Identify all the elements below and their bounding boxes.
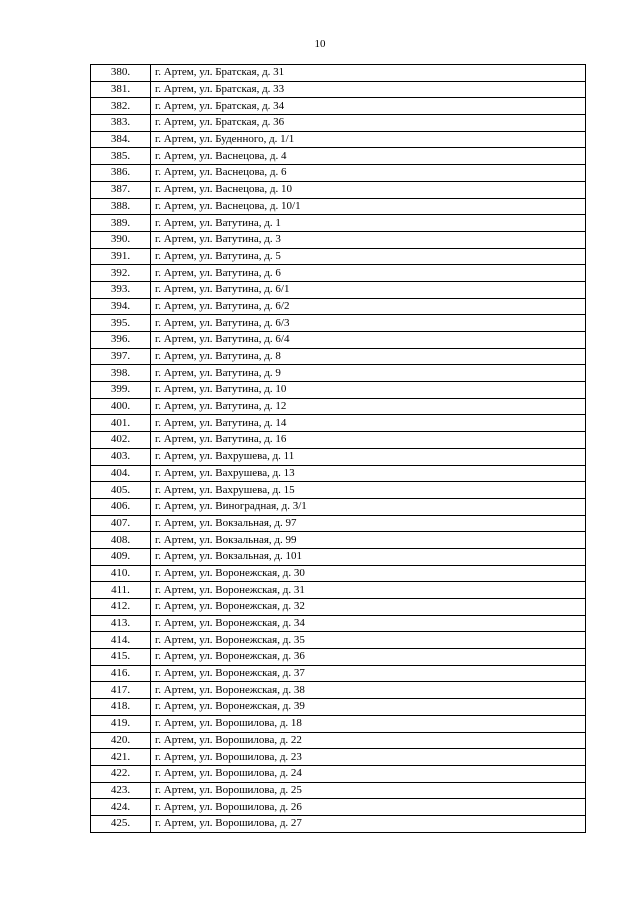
row-number-cell: 405. [91, 482, 151, 499]
table-row [91, 799, 586, 816]
address-cell: г. Артем, ул. Воронежская, д. 32 [151, 599, 586, 616]
address-cell: г. Артем, ул. Ватутина, д. 6/1 [151, 281, 586, 298]
row-number-cell: 382. [91, 98, 151, 115]
table-row [91, 448, 586, 465]
row-number-cell: 407. [91, 515, 151, 532]
address-cell: г. Артем, ул. Ватутина, д. 6/2 [151, 298, 586, 315]
table-row [91, 298, 586, 315]
address-cell: г. Артем, ул. Ворошилова, д. 26 [151, 799, 586, 816]
row-number-cell: 414. [91, 632, 151, 649]
row-number-cell: 384. [91, 131, 151, 148]
row-number-cell: 394. [91, 298, 151, 315]
address-cell: г. Артем, ул. Ватутина, д. 6/3 [151, 315, 586, 332]
table-row [91, 749, 586, 766]
row-number-cell: 419. [91, 715, 151, 732]
address-cell: г. Артем, ул. Ватутина, д. 6 [151, 265, 586, 282]
table-row [91, 765, 586, 782]
page-number: 10 [314, 38, 326, 50]
table-row [91, 565, 586, 582]
row-number-cell: 397. [91, 348, 151, 365]
address-cell: г. Артем, ул. Васнецова, д. 6 [151, 165, 586, 182]
address-cell: г. Артем, ул. Ватутина, д. 12 [151, 398, 586, 415]
address-cell: г. Артем, ул. Вахрушева, д. 11 [151, 448, 586, 465]
table-row [91, 682, 586, 699]
row-number-cell: 423. [91, 782, 151, 799]
table-row [91, 231, 586, 248]
table-row [91, 715, 586, 732]
row-number-cell: 399. [91, 382, 151, 399]
row-number-cell: 390. [91, 231, 151, 248]
address-cell: г. Артем, ул. Ворошилова, д. 22 [151, 732, 586, 749]
table-row [91, 649, 586, 666]
address-table-body [91, 65, 586, 833]
table-row [91, 382, 586, 399]
row-number-cell: 413. [91, 615, 151, 632]
address-cell: г. Артем, ул. Васнецова, д. 4 [151, 148, 586, 165]
row-number-cell: 412. [91, 599, 151, 616]
row-number-cell: 402. [91, 432, 151, 449]
row-number-cell: 383. [91, 115, 151, 132]
address-cell: г. Артем, ул. Ватутина, д. 10 [151, 382, 586, 399]
row-number-cell: 403. [91, 448, 151, 465]
row-number-cell: 417. [91, 682, 151, 699]
table-row [91, 198, 586, 215]
address-cell: г. Артем, ул. Воронежская, д. 38 [151, 682, 586, 699]
table-row [91, 532, 586, 549]
row-number-cell: 393. [91, 281, 151, 298]
row-number-cell: 418. [91, 699, 151, 716]
table-row [91, 81, 586, 98]
address-cell: г. Артем, ул. Ватутина, д. 9 [151, 365, 586, 382]
address-cell: г. Артем, ул. Вахрушева, д. 13 [151, 465, 586, 482]
address-cell: г. Артем, ул. Ворошилова, д. 18 [151, 715, 586, 732]
address-cell: г. Артем, ул. Братская, д. 33 [151, 81, 586, 98]
table-row [91, 215, 586, 232]
row-number-cell: 401. [91, 415, 151, 432]
address-cell: г. Артем, ул. Братская, д. 31 [151, 65, 586, 82]
table-row [91, 65, 586, 82]
row-number-cell: 395. [91, 315, 151, 332]
row-number-cell: 385. [91, 148, 151, 165]
row-number-cell: 422. [91, 765, 151, 782]
address-cell: г. Артем, ул. Воронежская, д. 35 [151, 632, 586, 649]
table-row [91, 365, 586, 382]
address-cell: г. Артем, ул. Виноградная, д. 3/1 [151, 498, 586, 515]
table-row [91, 699, 586, 716]
row-number-cell: 411. [91, 582, 151, 599]
table-row [91, 732, 586, 749]
address-cell: г. Артем, ул. Воронежская, д. 37 [151, 665, 586, 682]
row-number-cell: 409. [91, 548, 151, 565]
row-number-cell: 410. [91, 565, 151, 582]
address-cell: г. Артем, ул. Васнецова, д. 10 [151, 181, 586, 198]
address-cell: г. Артем, ул. Ватутина, д. 5 [151, 248, 586, 265]
row-number-cell: 391. [91, 248, 151, 265]
row-number-cell: 416. [91, 665, 151, 682]
address-cell: г. Артем, ул. Буденного, д. 1/1 [151, 131, 586, 148]
table-row [91, 332, 586, 349]
row-number-cell: 388. [91, 198, 151, 215]
table-row [91, 665, 586, 682]
address-cell: г. Артем, ул. Васнецова, д. 10/1 [151, 198, 586, 215]
row-number-cell: 424. [91, 799, 151, 816]
address-cell: г. Артем, ул. Братская, д. 36 [151, 115, 586, 132]
table-row [91, 115, 586, 132]
table-row [91, 315, 586, 332]
table-row [91, 165, 586, 182]
row-number-cell: 421. [91, 749, 151, 766]
address-cell: г. Артем, ул. Вокзальная, д. 97 [151, 515, 586, 532]
address-cell: г. Артем, ул. Воронежская, д. 31 [151, 582, 586, 599]
address-cell: г. Артем, ул. Вахрушева, д. 15 [151, 482, 586, 499]
table-row [91, 415, 586, 432]
table-row [91, 131, 586, 148]
address-cell: г. Артем, ул. Ватутина, д. 1 [151, 215, 586, 232]
table-row [91, 281, 586, 298]
address-cell: г. Артем, ул. Ворошилова, д. 25 [151, 782, 586, 799]
row-number-cell: 408. [91, 532, 151, 549]
table-row [91, 482, 586, 499]
row-number-cell: 400. [91, 398, 151, 415]
table-row [91, 632, 586, 649]
address-cell: г. Артем, ул. Ватутина, д. 8 [151, 348, 586, 365]
row-number-cell: 381. [91, 81, 151, 98]
table-row [91, 98, 586, 115]
address-cell: г. Артем, ул. Ворошилова, д. 27 [151, 815, 586, 832]
table-row [91, 615, 586, 632]
row-number-cell: 420. [91, 732, 151, 749]
address-cell: г. Артем, ул. Ватутина, д. 6/4 [151, 332, 586, 349]
table-row [91, 599, 586, 616]
table-row [91, 815, 586, 832]
row-number-cell: 380. [91, 65, 151, 82]
table-row [91, 548, 586, 565]
row-number-cell: 404. [91, 465, 151, 482]
address-cell: г. Артем, ул. Вокзальная, д. 99 [151, 532, 586, 549]
address-cell: г. Артем, ул. Воронежская, д. 36 [151, 649, 586, 666]
table-row [91, 465, 586, 482]
table-row [91, 432, 586, 449]
table-row [91, 498, 586, 515]
table-row [91, 181, 586, 198]
row-number-cell: 389. [91, 215, 151, 232]
table-row [91, 348, 586, 365]
table-row [91, 398, 586, 415]
table-row [91, 148, 586, 165]
table-row [91, 582, 586, 599]
address-table [90, 64, 586, 833]
address-cell: г. Артем, ул. Ватутина, д. 16 [151, 432, 586, 449]
address-cell: г. Артем, ул. Воронежская, д. 30 [151, 565, 586, 582]
row-number-cell: 415. [91, 649, 151, 666]
row-number-cell: 396. [91, 332, 151, 349]
address-cell: г. Артем, ул. Ворошилова, д. 23 [151, 749, 586, 766]
row-number-cell: 387. [91, 181, 151, 198]
row-number-cell: 398. [91, 365, 151, 382]
table-row [91, 248, 586, 265]
address-cell: г. Артем, ул. Воронежская, д. 39 [151, 699, 586, 716]
address-cell: г. Артем, ул. Братская, д. 34 [151, 98, 586, 115]
row-number-cell: 425. [91, 815, 151, 832]
table-row [91, 265, 586, 282]
row-number-cell: 386. [91, 165, 151, 182]
row-number-cell: 406. [91, 498, 151, 515]
address-cell: г. Артем, ул. Ворошилова, д. 24 [151, 765, 586, 782]
address-cell: г. Артем, ул. Вокзальная, д. 101 [151, 548, 586, 565]
row-number-cell: 392. [91, 265, 151, 282]
address-cell: г. Артем, ул. Воронежская, д. 34 [151, 615, 586, 632]
table-row [91, 782, 586, 799]
table-row [91, 515, 586, 532]
address-cell: г. Артем, ул. Ватутина, д. 14 [151, 415, 586, 432]
address-cell: г. Артем, ул. Ватутина, д. 3 [151, 231, 586, 248]
